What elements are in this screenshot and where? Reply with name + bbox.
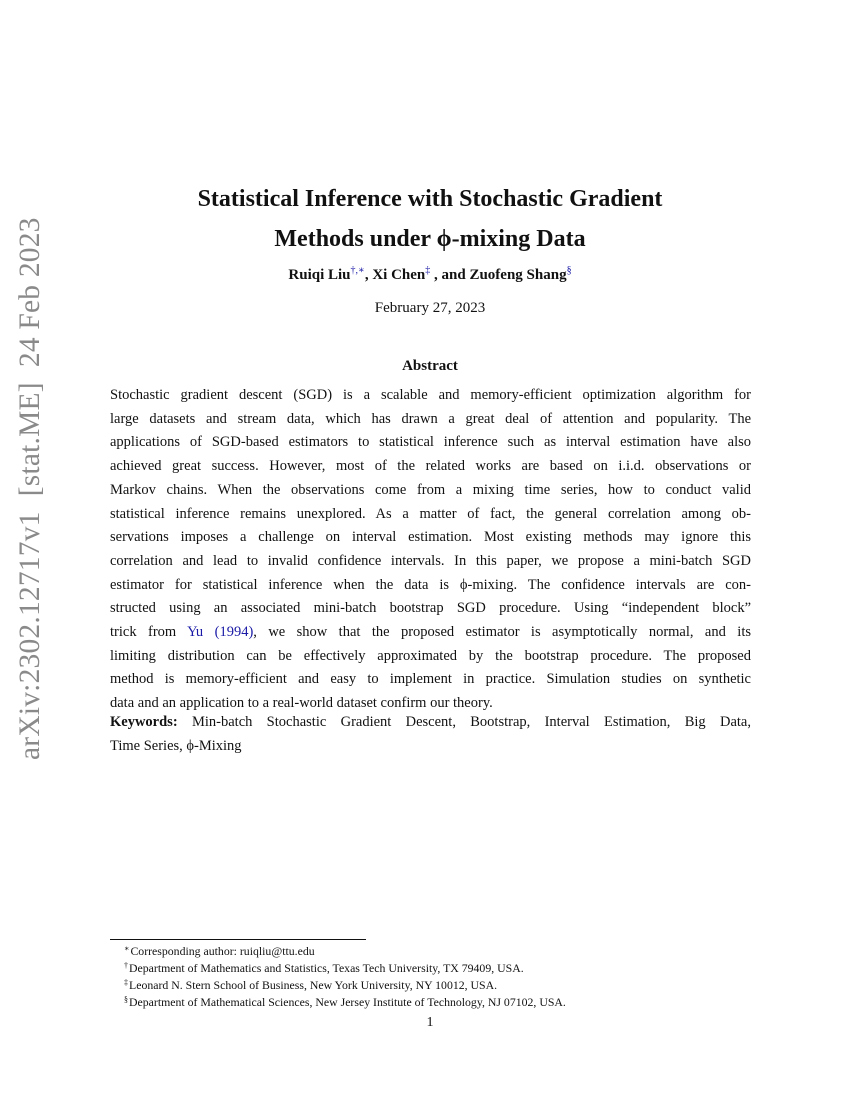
abstract-line: correlation and lead to invalid confidence intervals. In this paper, we propose a mini-batch SGD — [110, 552, 751, 569]
author-separator: , and — [430, 267, 470, 283]
footnote-mark: ‡ — [124, 978, 128, 987]
author-name: Zuofeng Shang — [469, 267, 567, 283]
author-name: Ruiqi Liu — [288, 267, 351, 283]
footnote-divider — [110, 939, 366, 940]
abstract-line: estimator for statistical inference when the data is ϕ-mixing. The confidence intervals are con- — [110, 576, 751, 593]
keywords-label: Keywords: — [110, 714, 178, 730]
author-separator: , — [364, 267, 373, 283]
abstract-line: limiting distribution can be effectively approximated by the bootstrap procedure. The proposed — [110, 647, 751, 664]
abstract-line: Stochastic gradient descent (SGD) is a scalable and memory-efficient optimization algorithm for — [110, 387, 751, 403]
abstract-line: data and an application to a real-world dataset confirm our theory. — [110, 695, 493, 712]
footnote-mark: § — [124, 995, 128, 1004]
citation-year-link[interactable]: (1994) — [214, 624, 254, 641]
author-footnote-mark[interactable]: § — [566, 265, 572, 276]
abstract-line: structed using an associated mini-batch bootstrap SGD procedure. Using “independent block” — [110, 600, 751, 617]
author-list — [110, 264, 750, 286]
keywords-section — [110, 711, 751, 758]
abstract-line: Markov chains. When the observations come from a mixing time series, how to conduct valid — [110, 481, 751, 498]
abstract-line: applications of SGD-based estimators to statistical inference such as interval estimation have also — [110, 434, 751, 451]
paper-title-line: Methods under ϕ-mixing Data — [274, 226, 586, 252]
footnote-mark: ∗ — [124, 944, 130, 953]
footnote — [110, 977, 750, 994]
citation-author-link[interactable]: Yu — [187, 624, 204, 641]
author-name: Xi Chen — [372, 267, 426, 283]
abstract-body — [110, 384, 751, 716]
abstract-heading: Abstract — [402, 358, 458, 374]
abstract-text: trick from — [110, 624, 188, 641]
keywords-line: Time Series, ϕ-Mixing — [110, 737, 242, 754]
keywords-text: Min-batch Stochastic Gradient Descent, Bootstrap, Interval Estimation, Big Data, — [177, 714, 751, 730]
footnote-text: Department of Mathematics and Statistics, Texas Tech University, TX 79409, USA. — [129, 961, 524, 975]
footnote — [110, 960, 750, 977]
footnote-text: Department of Mathematical Sciences, New Jersey Institute of Technology, NJ 07102, USA. — [129, 995, 566, 1009]
footnotes — [110, 943, 750, 1011]
footnote-mark: † — [124, 961, 128, 970]
abstract-text: , we show that the proposed estimator is asymptotically normal, and its — [253, 624, 751, 641]
author-footnote-mark[interactable]: ‡ — [425, 265, 431, 276]
paper-title — [110, 179, 750, 259]
abstract-line: servations imposes a challenge on interval estimation. Most existing methods may ignore this — [110, 529, 751, 546]
publication-date: February 27, 2023 — [374, 300, 486, 316]
author-footnote-mark[interactable]: †,∗ — [350, 265, 365, 276]
footnote — [110, 943, 750, 960]
paper-title-line: Statistical Inference with Stochastic Gradient — [197, 186, 663, 212]
footnote-text: Corresponding author: ruiqliu@ttu.edu — [130, 944, 315, 958]
keywords-line — [110, 711, 751, 735]
page-number: 1 — [426, 1015, 434, 1030]
abstract-line: method is memory-efficient and easy to implement in practice. Simulation studies on synthetic — [110, 671, 751, 688]
footnote-text: Leonard N. Stern School of Business, New York University, NY 10012, USA. — [129, 978, 498, 992]
abstract-line-with-citation — [110, 621, 751, 645]
abstract-line: large datasets and stream data, which has drawn a great deal of attention and popularity. The — [110, 410, 751, 427]
abstract-line: statistical inference remains unexplored. As a matter of fact, the general correlation among ob- — [110, 505, 751, 522]
footnote — [110, 994, 750, 1011]
abstract-line: achieved great success. However, most of the related works are based on i.i.d. observations or — [110, 458, 751, 475]
arxiv-identifier-stamp: arXiv:2302.12717v1 [stat.ME] 24 Feb 2023 — [14, 217, 46, 760]
